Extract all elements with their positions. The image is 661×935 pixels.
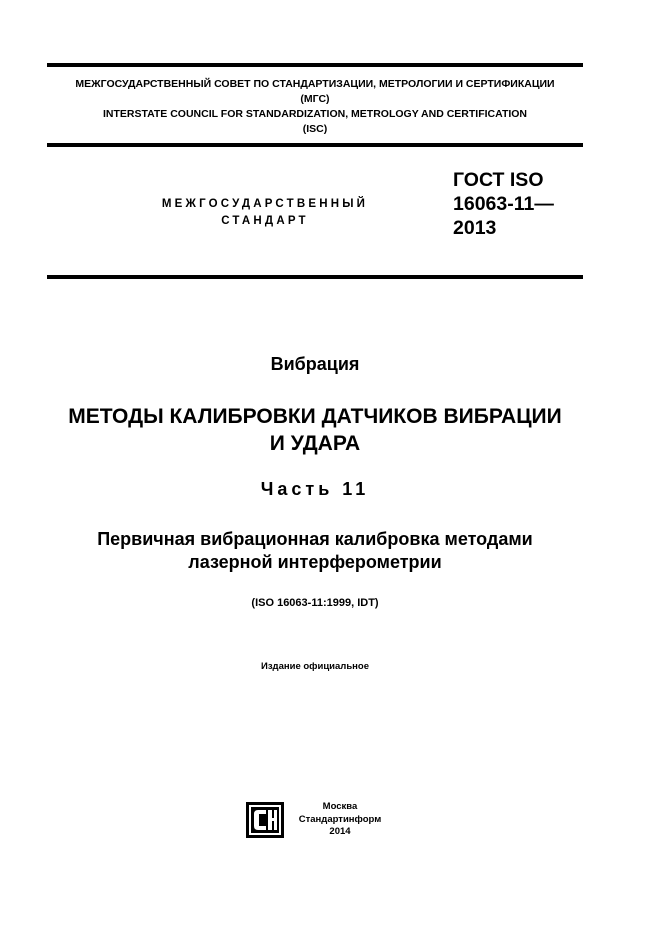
publisher-name: Стандартинформ bbox=[298, 813, 382, 825]
main-title-line1: МЕТОДЫ КАЛИБРОВКИ ДАТЧИКОВ ВИБРАЦИИ bbox=[68, 405, 562, 428]
part-number: Часть 11 bbox=[260, 479, 370, 499]
iso-reference: (ISO 16063-11:1999, IDT) bbox=[251, 597, 379, 609]
council-header bbox=[47, 77, 583, 137]
publisher-city: Москва bbox=[322, 801, 358, 812]
publisher-info bbox=[290, 801, 390, 839]
part-title-line2: лазерной интерферометрии bbox=[188, 552, 442, 572]
subject-heading: Вибрация bbox=[270, 354, 360, 374]
gost-number bbox=[453, 168, 583, 240]
publisher-year: 2014 bbox=[329, 826, 351, 837]
council-abbr-ru: (МГС) bbox=[300, 93, 330, 105]
part-title bbox=[30, 528, 600, 574]
standard-type bbox=[100, 196, 430, 230]
bottom-divider bbox=[47, 275, 583, 279]
middle-divider bbox=[47, 143, 583, 147]
gost-number-line1: ГОСТ ISO bbox=[453, 169, 544, 191]
standard-type-line2: СТАНДАРТ bbox=[221, 215, 309, 227]
gost-number-line3: 2013 bbox=[453, 217, 497, 239]
council-name-ru: МЕЖГОСУДАРСТВЕННЫЙ СОВЕТ ПО СТАНДАРТИЗАЦИИ, МЕТРОЛОГИИ И СЕРТИФИКАЦИИ bbox=[75, 78, 555, 90]
council-name-en: INTERSTATE COUNCIL FOR STANDARDIZATION, METROLOGY AND CERTIFICATION bbox=[102, 108, 528, 120]
top-divider bbox=[47, 63, 583, 67]
edition-note: Издание официальное bbox=[261, 661, 369, 672]
council-abbr-en: (ISC) bbox=[302, 123, 328, 135]
gost-number-line2: 16063-11— bbox=[453, 193, 554, 215]
part-title-line1: Первичная вибрационная калибровка методами bbox=[97, 529, 533, 549]
standartinform-logo-icon bbox=[246, 802, 284, 838]
main-title bbox=[30, 403, 600, 457]
main-title-line2: И УДАРА bbox=[269, 432, 361, 455]
standard-type-line1: МЕЖГОСУДАРСТВЕННЫЙ bbox=[161, 198, 369, 210]
